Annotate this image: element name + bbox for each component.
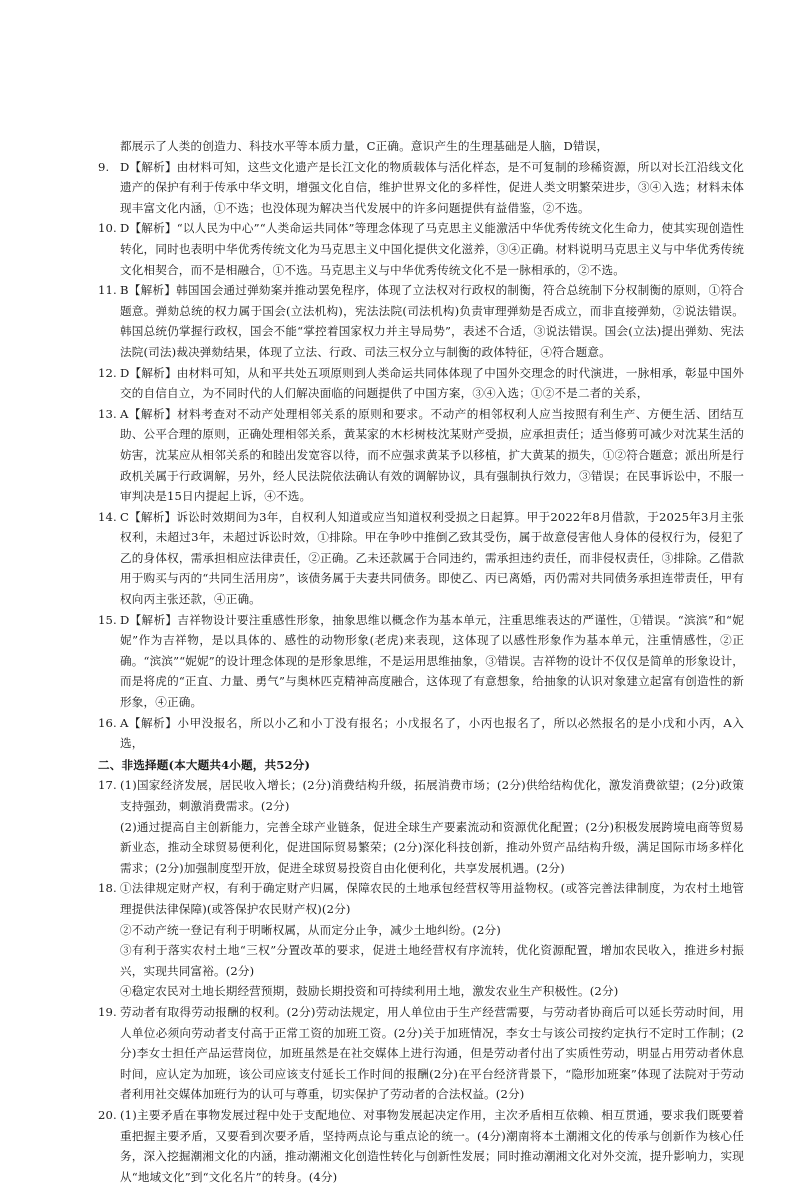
answer-paragraph: C【解析】诉讼时效期间为3年，自权利人知道或应当知道权利受损之日起算。甲于2022年8月借款，于2025年3月主张权利，未超过3年，未超过诉讼时效，①排除。甲在争吵中推倒乙致其受伤，属于故意侵害他人身体的侵权行为，侵犯了乙的身体权，需承担相应法律责任，②正确。乙未还款属于合同违约，需承担违约责任，而非侵权责任，③排除。乙借款用于购买与丙的“共同生活用房”，该债务属于夫妻共同债务。即使乙、丙已离婚，丙仍需对共同债务承担连带责任，甲有权向丙主张还款，④正确。 xyxy=(120,509,744,607)
answer-paragraph: D【解析】由材料可知，这些文化遗产是长江文化的物质载体与活化样态，是不可复制的珍稀资源，所以对长江沿线文化遗产的保护有利于传承中华文明，增强文化自信，维护世界文化的多样性，促进人类文明繁荣进步，③④入选；材料未体现丰富文化内涵，①不选；也没体现为解决当代发展中的许多问题提供有益借鉴，②不选。 xyxy=(120,159,744,215)
answer-number: 16. xyxy=(98,715,117,730)
answer-number: 13. xyxy=(98,406,117,421)
answer-paragraph: D【解析】由材料可知，从和平共处五项原则到人类命运共同体体现了中国外交理念的时代演进，一脉相承，彰显中国外交的自信自立，为不同时代的人们解决面临的问题提供了中国方案，③④入选；①②不是二者的关系， xyxy=(120,365,744,401)
answer-paragraph: ②不动产统一登记有利于明晰权属，从而定分止争，减少土地纠纷。(2分) xyxy=(120,922,501,937)
answer-item xyxy=(98,218,744,280)
answer-paragraph: (1)主要矛盾在事物发展过程中处于支配地位、对事物发展起决定作用，主次矛盾相互依赖、相互贯通，要求我们既要着重把握主要矛盾，又要看到次要矛盾，坚持两点论与重点论的统一。(4分)潮南将本土潮湘文化的传承与创新作为核心任务，深入挖掘潮湘文化的内涵，推动潮湘文化创造性转化与创新性发展；同时推动潮湘文化对外交流，提升影响力，实现从“地域文化”到“文化名片”的转身。(4分) xyxy=(120,1107,744,1184)
answer-number: 20. xyxy=(98,1107,117,1122)
lead-line: 都展示了人类的创造力、科技水平等本质力量，C正确。意识产生的生理基础是人脑，D错误， xyxy=(120,139,609,153)
answer-paragraph: ①法律规定财产权，有利于确定财产归属，保障农民的土地承包经营权等用益物权。(或答完善法律制度，为农村土地管理提供法律保障)(或答保护农民财产权)(2分) xyxy=(120,881,744,916)
answer-paragraph: ③有利于落实农村土地“三权”分置改革的要求，促进土地经营权有序流转，优化资源配置，增加农民收入，推进乡村振兴，实现共同富裕。(2分) xyxy=(120,943,744,978)
non-choice-answers xyxy=(98,775,744,1187)
answer-number: 19. xyxy=(98,1004,117,1019)
answer-item xyxy=(98,280,744,362)
answer-number: 15. xyxy=(98,612,117,627)
answer-number: 17. xyxy=(98,778,117,793)
answer-paragraph: (2)通过提高自主创新能力，完善全球产业链条，促进全球生产要素流动和资源优化配置；(2分)积极发展跨境电商等贸易新业态，推动全球贸易便利化，促进国际贸易繁荣；(2分)深化科技创新，推动外贸产品结构升级，满足国际市场多样化需求；(2分)加强制度型开放，促进全球贸易投资自由化便利化，共享发展机遇。(2分) xyxy=(120,819,744,875)
answer-item xyxy=(98,775,744,878)
answer-paragraph: (1)国家经济发展，居民收入增长；(2分)消费结构升级，拓展消费市场；(2分)供给结构优化，激发消费欲望；(2分)政策支持强劲，刺激消费需求。(2分) xyxy=(120,778,744,813)
answer-item xyxy=(98,404,744,507)
answer-key-text xyxy=(98,136,744,1187)
section-heading: 二、非选择题(本大题共4小题，共52分) xyxy=(98,757,311,772)
answer-paragraph: A【解析】小甲没报名，所以小乙和小丁没有报名；小戊报名了，小丙也报名了，所以必然报名的是小戊和小丙，A入选， xyxy=(120,715,744,751)
answer-paragraph: D【解析】吉祥物设计要注重感性形象，抽象思维以概念作为基本单元，注重思维表达的严谨性，①错误。“滨滨”和“妮妮”作为吉祥物，是以具体的、感性的动物形象(老虎)来表现，这体现了以感性形象作为基本单元，注重情感性，②正确。“滨滨”“妮妮”的设计理念体现的是形象思维，不是运用思维抽象，③错误。吉祥物的设计不仅仅是简单的形象设计，而是将虎的“正直、力量、勇气”与奥林匹克精神高度融合，这体现了有意想象，给抽象的认识对象建立起富有创造性的新形象，④正确。 xyxy=(120,612,744,710)
answer-paragraph: B【解析】韩国国会通过弹劾案并推动罢免程序，体现了立法权对行政权的制衡，符合总统制下分权制衡的原则，①符合题意。弹劾总统的权力属于国会(立法机构)，宪法法院(司法机构)负责审理弹劾是否成立，而非直接弹劾，②说法错误。韩国总统仍掌握行政权，国会不能“掌控着国家权力并主导局势”，表述不合适，③说法错误。国会(立法)提出弹劾、宪法法院(司法)裁决弹劾结果，体现了立法、行政、司法三权分立与制衡的政体特征，④符合题意。 xyxy=(120,283,744,359)
answer-number: 12. xyxy=(98,365,117,380)
answer-item xyxy=(98,610,744,713)
answer-item xyxy=(98,1105,744,1187)
answer-number: 9. xyxy=(98,159,110,174)
answer-number: 10. xyxy=(98,221,117,236)
answer-item xyxy=(98,157,744,219)
answer-number: 11. xyxy=(98,283,117,298)
answer-item xyxy=(98,878,744,1002)
answer-number: 18. xyxy=(98,881,117,896)
answer-number: 14. xyxy=(98,509,117,524)
answer-item xyxy=(98,507,744,610)
answer-paragraph: A【解析】材料考查对不动产处理相邻关系的原则和要求。不动产的相邻权利人应当按照有利生产、方便生活、团结互助、公平合理的原则，正确处理相邻关系，黄某家的木杉树枝沈某财产受损，应承担责任；适当修剪可减少对沈某生活的妨害，沈某应从相邻关系的和睦出发宽容以待，而不应强求黄某予以移植，扩大黄某的损失，①②符合题意；派出所是行政机关属于行政调解，另外，经人民法院依法确认有效的调解协议，具有强制执行效力，③错误；在民事诉讼中，不服一审判决是15日内提起上诉，④不选。 xyxy=(120,406,744,504)
answer-item xyxy=(98,363,744,404)
answer-item xyxy=(98,713,744,754)
answer-paragraph: 劳动者有取得劳动报酬的权利。(2分)劳动法规定，用人单位由于生产经营需要，与劳动者协商后可以延长劳动时间，用人单位必须向劳动者支付高于正常工资的加班工资。(2分)关于加班情况，李女士与该公司按约定执行不定时工作制；(2分)李女士担任产品运营岗位，加班虽然是在社交媒体上进行沟通，但是劳动者付出了实质性劳动，明显占用劳动者休息时间，应认定为加班，该公司应该支付延长工作时间的报酬(2分)在平台经济背景下，“隐形加班案”体现了法院对于劳动者利用社交媒体加班行为的认可与尊重，切实保护了劳动者的合法权益。(2分) xyxy=(120,1004,744,1102)
answer-paragraph: ④稳定农民对土地长期经营预期，鼓励长期投资和可持续利用土地，激发农业生产积极性。(2分) xyxy=(120,984,619,999)
answer-paragraph: D【解析】“以人民为中心”“人类命运共同体”等理念体现了马克思主义能激活中华优秀传统文化生命力，使其实现创造性转化，同时也表明中华优秀传统文化为马克思主义中国化提供文化滋养，③④正确。材料说明马克思主义与中华优秀传统文化相契合，而不是相融合，①不选。马克思主义与中华优秀传统文化不是一脉相承的，②不选。 xyxy=(120,221,744,277)
answer-item xyxy=(98,1002,744,1105)
multiple-choice-answers xyxy=(98,157,744,754)
